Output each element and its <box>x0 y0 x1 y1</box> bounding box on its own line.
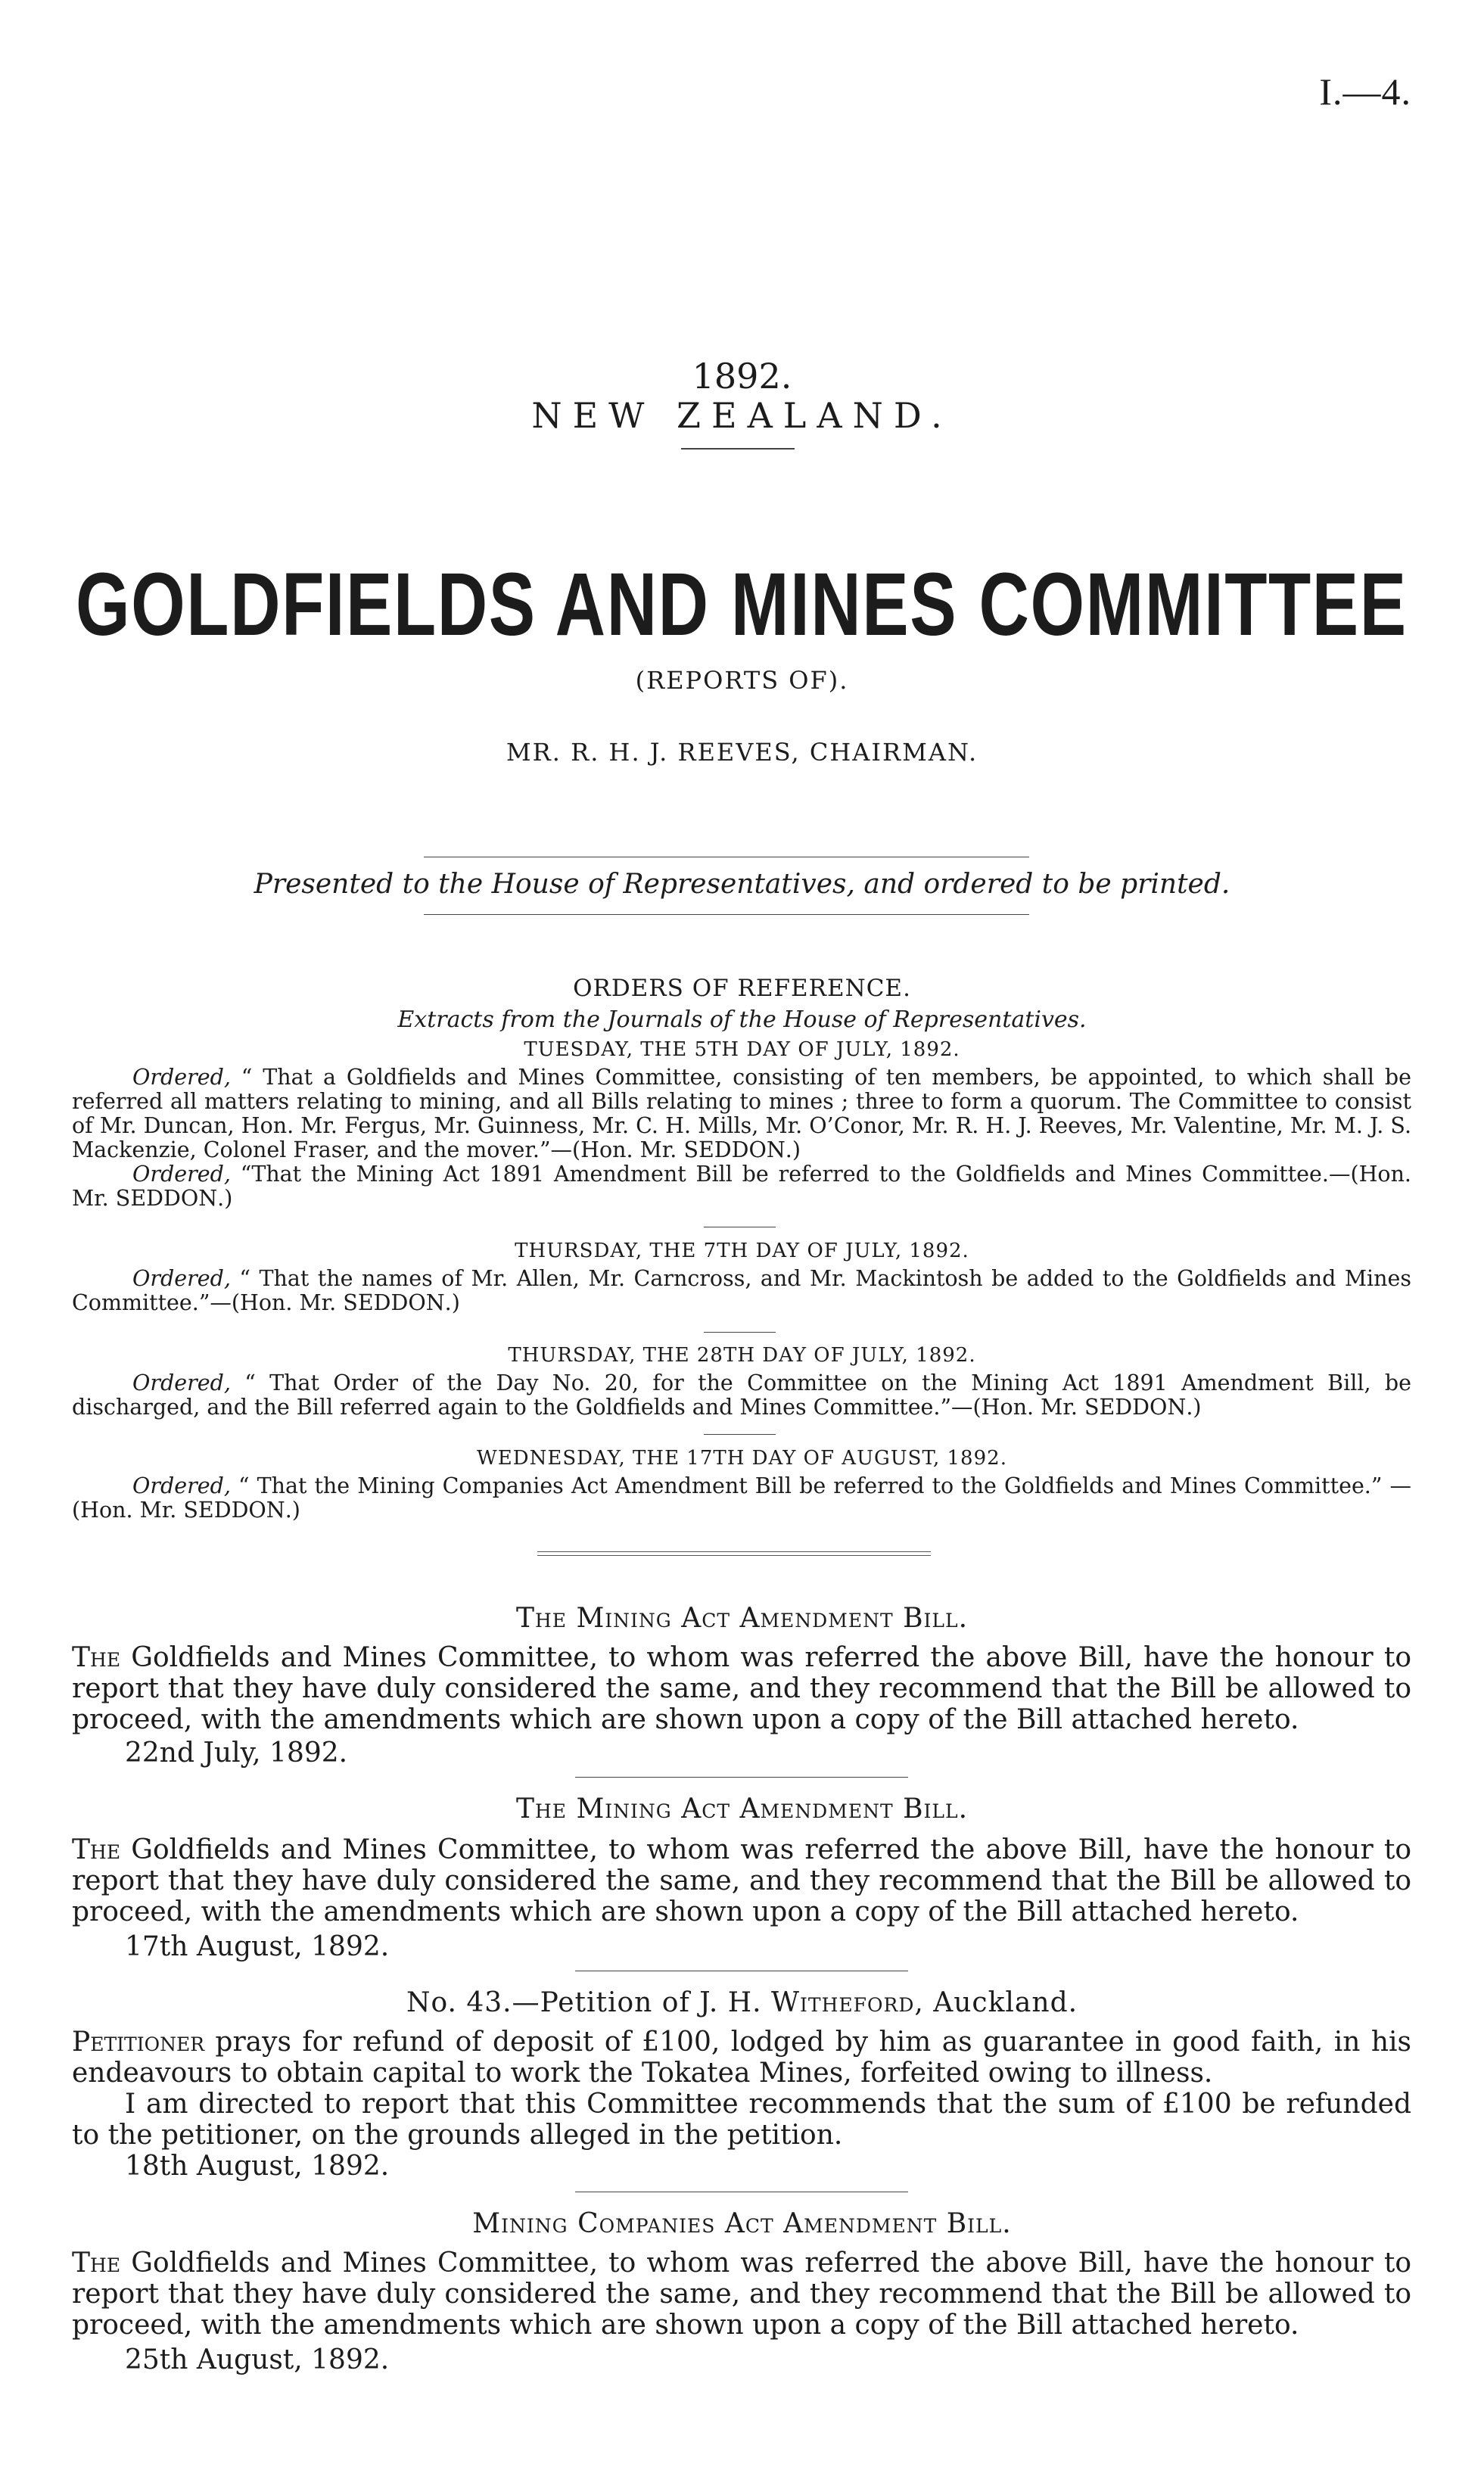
lead-word: The <box>72 1834 121 1865</box>
report-paragraph: The Goldfields and Mines Committee, to whom was referred the above Bill, have the honour to report that they have duly considered the same, and they recommend that the Bill be allowed to proceed, with the amendments which are shown upon a copy of the Bill attached hereto. <box>72 2248 1411 2341</box>
ordered-label: Ordered, <box>132 1473 231 1498</box>
entry-date: THURSDAY, THE 7TH DAY OF JULY, 1892. <box>515 1240 969 1262</box>
report-date: 18th August, 1892. <box>125 2151 390 2182</box>
mover-name: SEDDON <box>343 1290 445 1315</box>
document-reference: I.—4. <box>1319 70 1411 113</box>
report-paragraph: The Goldfields and Mines Committee, to whom was referred the above Bill, have the honour to report that they have duly considered the same, and they recommend that the Bill be allowed to proceed, with the amendments which are shown upon a copy of the Bill attached hereto. <box>72 1834 1411 1927</box>
order-paragraph: Ordered, “ That Order of the Day No. 20, for the Committee on the Mining Act 1891 Amendment Bill, be discharged, and the Bill referred again to the Goldfields and Mines Committee.”—(Hon. Mr. SEDDON.) <box>72 1370 1411 1420</box>
publication-year: 1892. <box>692 356 792 397</box>
report-paragraph: I am directed to report that this Committee recommends that the sum of £100 be refunded to the petitioner, on the grounds alleged in the petition. <box>72 2089 1411 2151</box>
report-date: 17th August, 1892. <box>125 1931 390 1962</box>
entry-date: THURSDAY, THE 28TH DAY OF JULY, 1892. <box>508 1344 976 1367</box>
divider <box>681 448 795 450</box>
ordered-label: Ordered, <box>132 1370 231 1395</box>
mover-name: SEDDON <box>683 1137 786 1162</box>
ordered-label: Ordered, <box>132 1266 231 1291</box>
lead-word: Petitioner <box>72 2027 205 2058</box>
page-title: GOLDFIELDS AND MINES COMMITTEE <box>76 555 1408 655</box>
divider <box>424 914 1029 915</box>
report-paragraph: Petitioner prays for refund of deposit of £100, lodged by him as guarantee in good faith, in his endeavours to obtain capital to work the Tokatea Mines, forfeited owing to illness. <box>72 2027 1411 2089</box>
petition-heading: No. 43.—Petition of J. H. Witheford, Auckland. <box>406 1987 1078 2018</box>
divider <box>704 1434 776 1435</box>
order-paragraph: Ordered, “ That the Mining Companies Act Amendment Bill be referred to the Goldfields and Mines Committee.” —(Hon. Mr. SEDDON.) <box>72 1473 1411 1523</box>
ordered-label: Ordered, <box>132 1162 231 1187</box>
report-paragraph: The Goldfields and Mines Committee, to whom was referred the above Bill, have the honour to report that they have duly considered the same, and they recommend that the Bill be allowed to proceed, with the amendments which are shown upon a copy of the Bill attached hereto. <box>72 1642 1411 1735</box>
ordered-label: Ordered, <box>132 1065 231 1090</box>
order-paragraph: Ordered, “ That the names of Mr. Allen, Mr. Carncross, and Mr. Mackintosh be added to the Goldfields and Mines Committee.”—(Hon. Mr. SEDDON.) <box>72 1266 1411 1315</box>
orders-subheading: Extracts from the Journals of the House of Representatives. <box>397 1006 1087 1033</box>
lead-word: The <box>72 1642 121 1673</box>
order-paragraph: Ordered, “That the Mining Act 1891 Amendment Bill be referred to the Goldfields and Mines Committee.—(Hon. Mr. SEDDON.) <box>72 1162 1411 1211</box>
report-heading: The Mining Act Amendment Bill. <box>515 1793 969 1825</box>
report-date: 22nd July, 1892. <box>125 1737 348 1769</box>
report-date: 25th August, 1892. <box>125 2344 390 2375</box>
divider <box>704 1332 776 1333</box>
chairman-line: MR. R. H. J. REEVES, CHAIRMAN. <box>506 738 978 767</box>
divider <box>575 1777 908 1778</box>
presented-line: Presented to the House of Representatives, and ordered to be printed. <box>254 869 1230 900</box>
mover-name: SEDDON <box>115 1186 218 1211</box>
report-heading: Mining Companies Act Amendment Bill. <box>472 2208 1012 2239</box>
lead-word: The <box>72 2248 121 2279</box>
mover-name: SEDDON <box>183 1498 285 1523</box>
petitioner-name: Witheford <box>771 1987 915 2018</box>
orders-heading: ORDERS OF REFERENCE. <box>573 975 911 1002</box>
country-heading: NEW ZEALAND. <box>531 395 953 436</box>
report-heading: The Mining Act Amendment Bill. <box>515 1603 969 1634</box>
subtitle: (REPORTS OF). <box>635 666 849 695</box>
mover-name: SEDDON <box>1084 1395 1187 1420</box>
entry-date: WEDNESDAY, THE 17TH DAY OF AUGUST, 1892. <box>477 1447 1007 1470</box>
section-divider <box>537 1551 931 1556</box>
entry-date: TUESDAY, THE 5TH DAY OF JULY, 1892. <box>524 1038 960 1061</box>
order-paragraph: Ordered, “ That a Goldfields and Mines Committee, consisting of ten members, be appointed, to which shall be referred all matters relating to mining, and all Bills relating to mines ; three to form a quorum. The Committee to consist of Mr. Duncan, Hon. Mr. Fergus, Mr. Guinness, Mr. C. H. Mills, Mr. O’Conor, Mr. R. H. J. Reeves, Mr. Valentine, Mr. M. J. S. Mackenzie, Colonel Fraser, and the mover.”—(Hon. Mr. SEDDON.) <box>72 1065 1411 1162</box>
